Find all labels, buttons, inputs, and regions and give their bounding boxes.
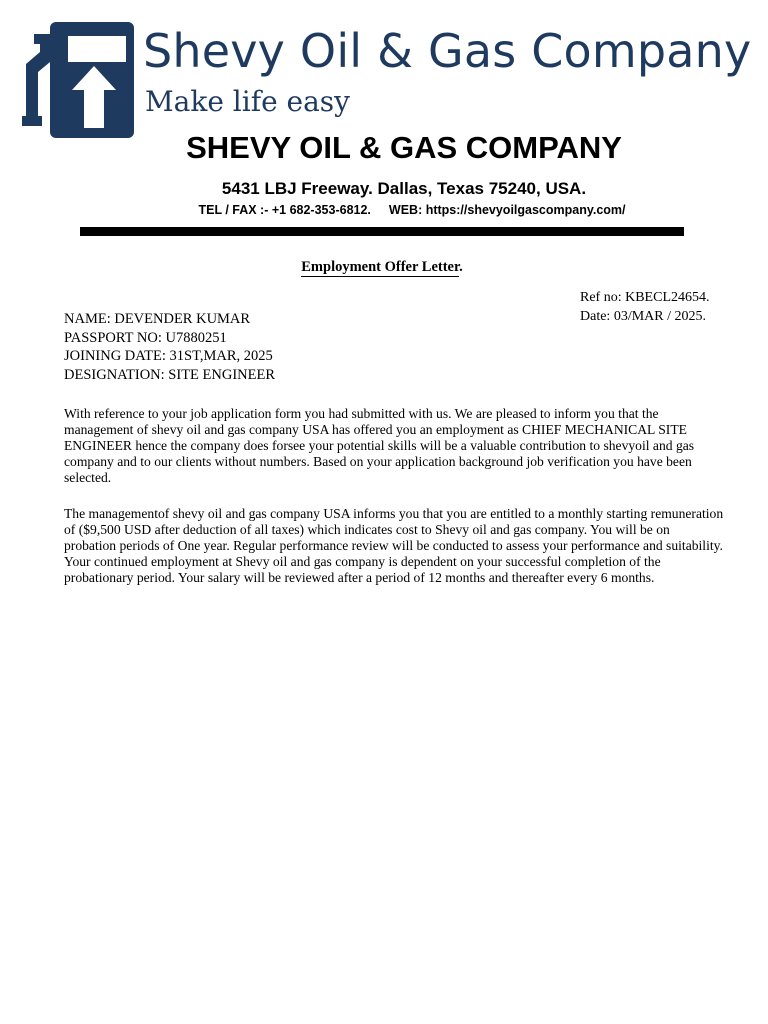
company-address: 5431 LBJ Freeway. Dallas, Texas 75240, USA. (221, 179, 587, 198)
designation: DESIGNATION: SITE ENGINEER (64, 366, 276, 383)
tel-fax: TEL / FAX :- +1 682-353-6812. (198, 203, 371, 217)
website: WEB: https://shevyoilgascompany.com/ (388, 203, 626, 217)
passport-number: PASSPORT NO: U7880251 (64, 329, 227, 346)
fuel-pump-icon (20, 22, 134, 138)
reference-block (580, 288, 710, 326)
employee-details (64, 310, 275, 384)
brand-name: Shevy Oil & Gas Company (143, 24, 752, 78)
employee-name: NAME: DEVENDER KUMAR (64, 311, 251, 327)
header-divider (80, 227, 684, 236)
letter-title-text: Employment Offer Letter (301, 259, 460, 275)
tagline: Make life easy (145, 85, 350, 118)
letter-title-period: . (459, 259, 463, 275)
letter-title (0, 259, 764, 276)
remuneration-paragraph: The managementof shevy oil and gas company USA informs you that you are entitled to a monthly starting remuneration of ($9,500 USD after deduction of all taxes) which indicates cost to Shevy oil and gas company. You will be on probation periods of One year. Regular performance review will be conducted to assess your performance and suitability. Your continued employment at Shevy oil and gas company is dependent on your successful completion of the probationary period. Your salary will be reviewed after a period of 12 months and thereafter every 6 months. (64, 506, 724, 585)
offer-paragraph: With reference to your job application form you had submitted with us. We are pleased to inform you that the management of shevy oil and gas company USA has offered you an employment as CHIEF MECHANICAL SITE ENGINEER hence the company does forsee your potential skills will be a valuable contribution to shevyoil and gas company and to our clients without numbers. Based on your application background job verification you have been selected. (64, 406, 695, 485)
ref-number: Ref no: KBECL24654. (580, 290, 710, 305)
contact-line (0, 204, 768, 217)
company-logo (20, 22, 134, 138)
joining-date: JOINING DATE: 31ST,MAR, 2025 (64, 348, 273, 364)
company-title: SHEVY OIL & GAS COMPANY (186, 130, 622, 165)
letter-date: Date: 03/MAR / 2025. (580, 309, 706, 324)
